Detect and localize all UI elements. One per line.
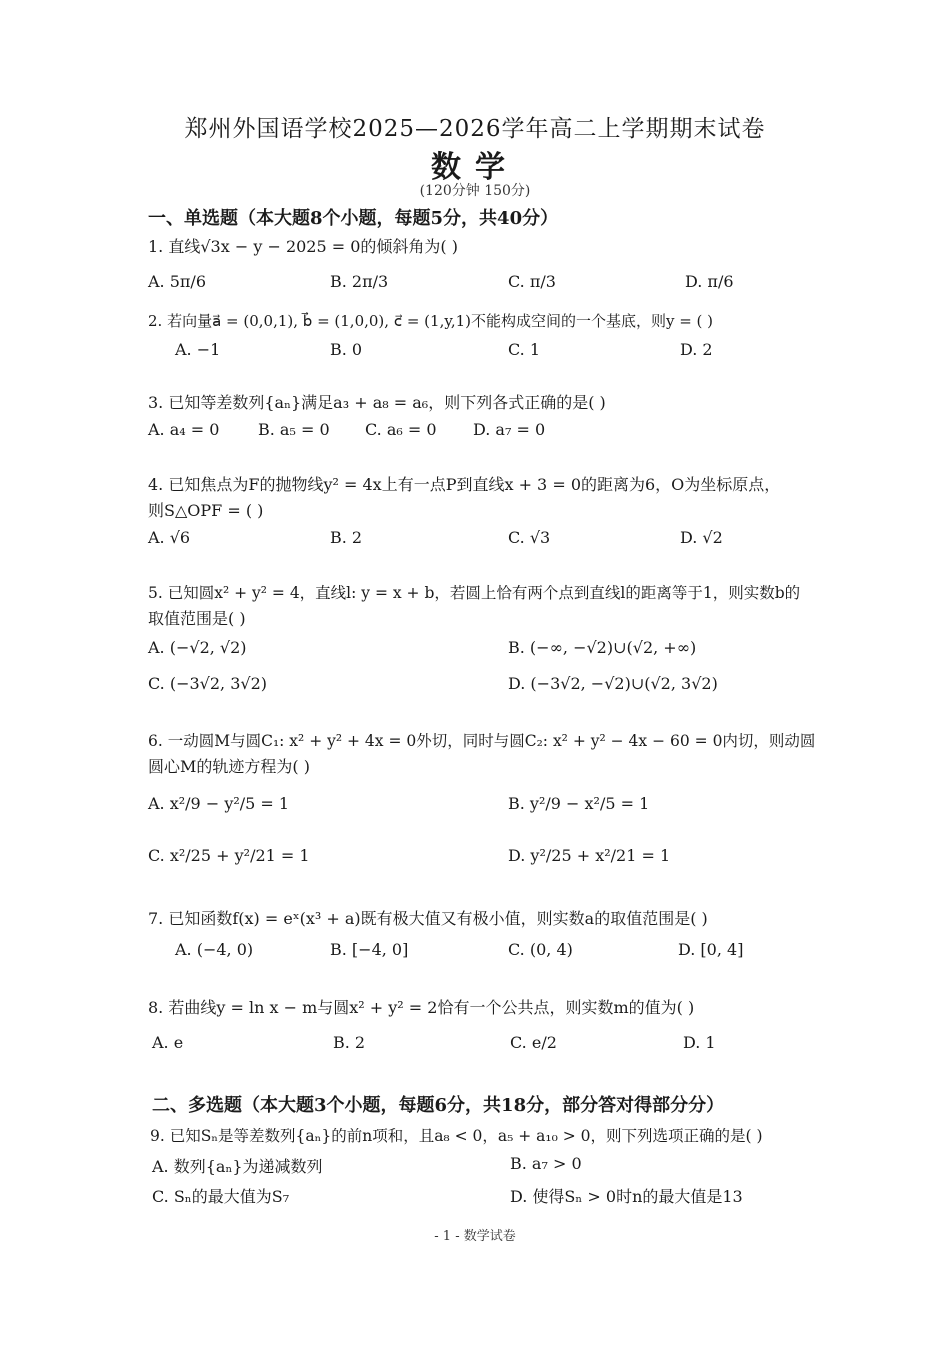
question-3: 3. 已知等差数列{aₙ}满足a₃ + a₈ = a₆，则下列各式正确的是( ) xyxy=(148,393,606,412)
q9-option-d: D. 使得Sₙ > 0时n的最大值是13 xyxy=(510,1187,743,1206)
q5-option-c: C. (−3√2, 3√2) xyxy=(148,674,268,693)
q7-option-a: A. (−4, 0) xyxy=(175,940,254,959)
q1-option-c: C. π/3 xyxy=(508,272,556,291)
q7-option-d: D. [0, 4] xyxy=(678,940,744,959)
q3-option-a: A. a₄ = 0 xyxy=(148,420,220,439)
question-5: 5. 已知圆x² + y² = 4，直线l: y = x + b，若圆上恰有两个点到直线l的距离等于1，则实数b的 xyxy=(148,584,801,602)
subject-title: 数学 xyxy=(431,150,519,185)
q8-option-b: B. 2 xyxy=(333,1033,366,1052)
question-1: 1. 直线√3x − y − 2025 = 0的倾斜角为( ) xyxy=(148,237,458,256)
q6-option-c: C. x²/25 + y²/21 = 1 xyxy=(148,846,310,865)
section2-heading: 二、多选题（本大题3个小题，每题6分，共18分，部分答对得部分分） xyxy=(152,1095,725,1116)
q4-option-b: B. 2 xyxy=(330,528,363,547)
q7-option-c: C. (0, 4) xyxy=(508,940,573,959)
time-info: (120分钟 150分) xyxy=(419,183,531,199)
q1-option-b: B. 2π/3 xyxy=(330,272,389,291)
q3-option-b: B. a₅ = 0 xyxy=(258,420,330,439)
q2-option-b: B. 0 xyxy=(330,340,363,359)
q8-option-a: A. e xyxy=(152,1033,184,1052)
exam-title: 郑州外国语学校2025—2026学年高二上学期期末试卷 xyxy=(184,116,766,142)
q2-option-c: C. 1 xyxy=(508,340,541,359)
q2-option-d: D. 2 xyxy=(680,340,713,359)
q3-option-c: C. a₆ = 0 xyxy=(365,420,437,439)
q1-option-d: D. π/6 xyxy=(685,272,734,291)
q6-option-a: A. x²/9 − y²/5 = 1 xyxy=(148,794,290,813)
q5-option-a: A. (−√2, √2) xyxy=(148,638,247,657)
question-6-line2: 圆心M的轨迹方程为( ) xyxy=(148,757,310,776)
question-4: 4. 已知焦点为F的抛物线y² = 4x上有一点P到直线x + 3 = 0的距离为6，O为坐标原点， xyxy=(148,475,781,494)
q6-option-b: B. y²/9 − x²/5 = 1 xyxy=(508,794,650,813)
q4-option-d: D. √2 xyxy=(680,528,723,547)
q5-option-d: D. (−3√2, −√2)∪(√2, 3√2) xyxy=(508,674,718,693)
question-5-line2: 取值范围是( ) xyxy=(148,609,246,628)
q6-option-d: D. y²/25 + x²/21 = 1 xyxy=(508,846,671,865)
q3-option-d: D. a₇ = 0 xyxy=(473,420,546,439)
q2-option-a: A. −1 xyxy=(175,340,221,359)
q4-option-c: C. √3 xyxy=(508,528,551,547)
question-2: 2. 若向量a⃗ = (0,0,1), b⃗ = (1,0,0), c⃗ = (1,y,1)不能构成空间的一个基底，则y = ( ) xyxy=(148,312,714,330)
q8-option-c: C. e/2 xyxy=(510,1033,557,1052)
question-9: 9. 已知Sₙ是等差数列{aₙ}的前n项和，且a₈ < 0，a₅ + a₁₀ > 0，则下列选项正确的是( ) xyxy=(150,1127,763,1145)
page-footer: - 1 - 数学试卷 xyxy=(434,1229,516,1244)
q4-option-a: A. √6 xyxy=(148,528,191,547)
q1-option-a: A. 5π/6 xyxy=(148,272,206,291)
question-7: 7. 已知函数f(x) = eˣ(x³ + a)既有极大值又有极小值，则实数a的取值范围是( ) xyxy=(148,909,708,928)
q9-option-a: A. 数列{aₙ}为递减数列 xyxy=(152,1157,323,1176)
question-6: 6. 一动圆M与圆C₁: x² + y² + 4x = 0外切，同时与圆C₂: x² + y² − 4x − 60 = 0内切，则动圆 xyxy=(148,732,816,750)
q7-option-b: B. [−4, 0] xyxy=(330,940,409,959)
q8-option-d: D. 1 xyxy=(683,1033,716,1052)
question-4-line2: 则S△OPF = ( ) xyxy=(148,501,264,520)
question-8: 8. 若曲线y = ln x − m与圆x² + y² = 2恰有一个公共点，则实数m的值为( ) xyxy=(148,998,695,1017)
section1-heading: 一、单选题（本大题8个小题，每题5分，共40分） xyxy=(148,208,559,229)
q9-option-c: C. Sₙ的最大值为S₇ xyxy=(152,1187,290,1206)
q5-option-b: B. (−∞, −√2)∪(√2, +∞) xyxy=(508,638,697,657)
q9-option-b: B. a₇ > 0 xyxy=(510,1154,582,1173)
